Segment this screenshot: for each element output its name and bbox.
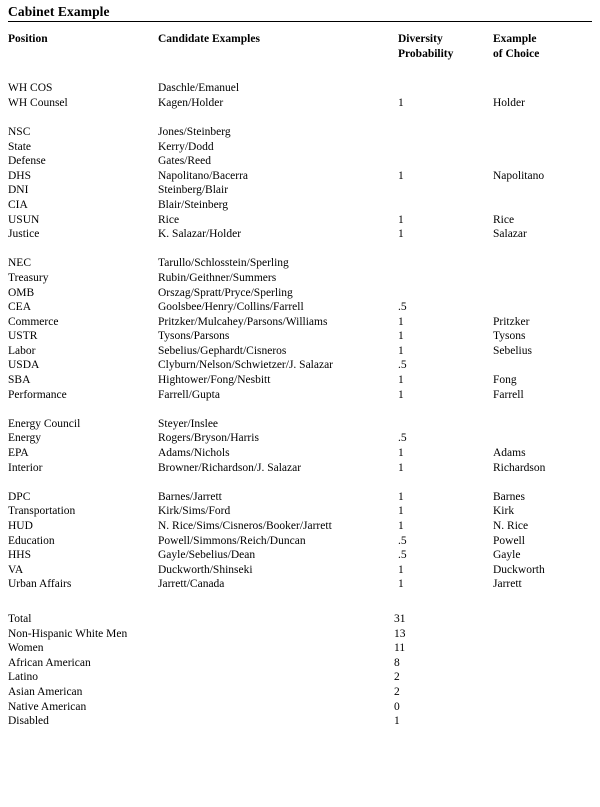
- cell-position: Interior: [8, 461, 43, 474]
- totals-row: [8, 641, 592, 656]
- cell-candidates: Pritzker/Mulcahey/Parsons/Williams: [158, 315, 328, 328]
- totals-label: African American: [8, 656, 91, 669]
- header-choice: [493, 32, 593, 61]
- table-header: [8, 32, 593, 61]
- cell-candidates: Steyer/Inslee: [158, 417, 219, 430]
- header-choice-line1: Example: [493, 33, 537, 45]
- cell-choice: Fong: [493, 374, 517, 387]
- cell-choice: Pritzker: [493, 315, 530, 328]
- cell-position: HUD: [8, 520, 33, 532]
- cell-choice: Duckworth: [493, 563, 545, 576]
- cell-probability: 1: [398, 505, 404, 518]
- cell-probability: .5: [398, 549, 407, 562]
- cell-choice: [493, 417, 593, 432]
- cell-candidates: Rubin/Geithner/Summers: [158, 271, 277, 284]
- cell-probability: [398, 256, 493, 271]
- totals-label: Women: [8, 642, 44, 655]
- table-row: [8, 563, 593, 578]
- cell-candidates: N. Rice/Sims/Cisneros/Booker/Jarrett: [158, 520, 332, 532]
- spacer-cell: [8, 592, 593, 612]
- cell-position: Justice: [8, 228, 40, 241]
- cell-position: Performance: [8, 388, 67, 401]
- cell-probability: 1: [398, 213, 404, 226]
- cell-probability: [398, 140, 493, 155]
- cell-probability: [398, 183, 493, 198]
- cell-probability: 1: [398, 490, 404, 503]
- table-row: [8, 300, 593, 315]
- cell-candidates: Tysons/Parsons: [158, 330, 230, 343]
- cell-choice: [493, 154, 593, 169]
- cell-probability: 1: [398, 315, 404, 328]
- totals-label: Latino: [8, 671, 39, 684]
- table-row: [8, 256, 593, 271]
- cell-choice: Tysons: [493, 330, 526, 343]
- totals-value: 11: [394, 642, 406, 655]
- cell-position: Labor: [8, 344, 36, 357]
- table-row: [8, 286, 593, 301]
- cell-choice: Salazar: [493, 228, 527, 241]
- table-row: [8, 358, 593, 373]
- header-row: [8, 32, 593, 61]
- totals-row: [8, 627, 592, 642]
- cell-candidates: Sebelius/Gephardt/Cisneros: [158, 344, 287, 357]
- cell-probability: 1: [398, 96, 404, 109]
- spacer-cell: [8, 61, 593, 81]
- totals-value: 8: [394, 656, 400, 669]
- cell-probability: [398, 125, 493, 140]
- cell-position: WH COS: [8, 82, 53, 95]
- cell-choice: Kirk: [493, 505, 515, 518]
- cell-candidates: Browner/Richardson/J. Salazar: [158, 461, 302, 474]
- cell-position: Treasury: [8, 271, 49, 284]
- cell-position: USUN: [8, 213, 40, 226]
- group-spacer: [8, 110, 593, 125]
- cell-choice: [493, 256, 593, 271]
- cell-choice: Farrell: [493, 388, 524, 401]
- cell-position: Urban Affairs: [8, 578, 72, 591]
- cell-candidates: Rice: [158, 213, 180, 226]
- table-row: [8, 183, 593, 198]
- cell-position: Defense: [8, 155, 46, 168]
- cell-choice: [493, 431, 593, 446]
- cell-position: Transportation: [8, 505, 76, 518]
- totals-value: 2: [394, 671, 400, 684]
- totals-row: [8, 685, 592, 700]
- cell-probability: [398, 417, 493, 432]
- table-row: [8, 140, 593, 155]
- totals-label: Total: [8, 612, 32, 625]
- table-row: [8, 329, 593, 344]
- cell-probability: [398, 271, 493, 286]
- table-row: [8, 373, 593, 388]
- header-probability: [398, 32, 493, 61]
- header-candidates: Candidate Examples: [158, 33, 260, 45]
- cell-position: NEC: [8, 257, 31, 270]
- table-row: [8, 344, 593, 359]
- cell-candidates: Jarrett/Canada: [158, 578, 225, 591]
- cell-position: SBA: [8, 374, 31, 387]
- cell-choice: Powell: [493, 534, 525, 547]
- cell-probability: .5: [398, 359, 407, 372]
- cell-choice: N. Rice: [493, 520, 529, 532]
- cell-probability: [398, 198, 493, 213]
- header-probability-line1: Diversity: [398, 33, 443, 45]
- table-row: [8, 534, 593, 549]
- header-position: Position: [8, 33, 48, 45]
- cell-choice: [493, 140, 593, 155]
- cell-candidates: Kagen/Holder: [158, 96, 224, 109]
- cell-choice: [493, 198, 593, 213]
- table-row: [8, 519, 593, 534]
- spacer-cell: [8, 475, 593, 490]
- cell-position: CIA: [8, 198, 28, 211]
- cell-probability: .5: [398, 534, 407, 547]
- cell-candidates: Goolsbee/Henry/Collins/Farrell: [158, 301, 304, 314]
- cell-choice: Richardson: [493, 461, 546, 474]
- cell-probability: 1: [398, 228, 404, 241]
- table-row: [8, 96, 593, 111]
- totals-value: 31: [394, 612, 406, 625]
- cell-candidates: K. Salazar/Holder: [158, 228, 242, 241]
- cell-position: CEA: [8, 301, 31, 314]
- cell-candidates: Rogers/Bryson/Harris: [158, 432, 259, 445]
- totals-value: 13: [394, 627, 406, 640]
- cell-candidates: Steinberg/Blair: [158, 184, 229, 197]
- group-spacer: [8, 475, 593, 490]
- table-row: [8, 169, 593, 184]
- cell-probability: 1: [398, 344, 404, 357]
- header-choice-line2: of Choice: [493, 47, 540, 60]
- cell-choice: [493, 271, 593, 286]
- cell-candidates: Gayle/Sebelius/Dean: [158, 549, 256, 562]
- cell-probability: 1: [398, 520, 404, 532]
- totals-row: [8, 612, 592, 627]
- cell-choice: Barnes: [493, 490, 525, 503]
- totals-label: Asian American: [8, 685, 83, 698]
- cell-choice: [493, 125, 593, 140]
- cell-position: USTR: [8, 330, 38, 343]
- cell-position: NSC: [8, 125, 31, 138]
- table-row: [8, 490, 593, 505]
- cell-candidates: Orszag/Spratt/Pryce/Sperling: [158, 286, 293, 299]
- cell-probability: .5: [398, 301, 407, 314]
- header-probability-line2: Probability: [398, 47, 454, 60]
- cell-position: OMB: [8, 286, 35, 299]
- totals-value: 2: [394, 685, 400, 698]
- title-divider: [8, 21, 592, 22]
- cell-probability: 1: [398, 330, 404, 343]
- cell-candidates: Barnes/Jarrett: [158, 490, 222, 503]
- cell-probability: 1: [398, 461, 404, 474]
- cell-choice: [493, 81, 593, 96]
- cell-choice: [493, 183, 593, 198]
- cell-candidates: Jones/Steinberg: [158, 125, 231, 138]
- group-spacer: [8, 242, 593, 257]
- cell-choice: [493, 286, 593, 301]
- cell-candidates: Powell/Simmons/Reich/Duncan: [158, 534, 306, 547]
- table-row: [8, 315, 593, 330]
- totals-row: [8, 714, 592, 729]
- cell-candidates: Napolitano/Bacerra: [158, 169, 249, 182]
- cell-probability: [398, 154, 493, 169]
- cell-position: Commerce: [8, 315, 59, 328]
- cell-candidates: Gates/Reed: [158, 155, 212, 168]
- cell-probability: 1: [398, 563, 404, 576]
- totals-gap: [8, 592, 593, 612]
- cell-choice: Gayle: [493, 549, 521, 562]
- cell-candidates: Blair/Steinberg: [158, 198, 229, 211]
- cell-probability: [398, 286, 493, 301]
- totals-table: [8, 612, 592, 729]
- table-row: [8, 431, 593, 446]
- totals-label: Disabled: [8, 715, 49, 728]
- cell-choice: Holder: [493, 96, 525, 109]
- table-row: [8, 461, 593, 476]
- totals-label: Native American: [8, 700, 87, 713]
- table-row: [8, 548, 593, 563]
- cell-choice: [493, 300, 593, 315]
- cell-position: Energy Council: [8, 417, 81, 430]
- cell-probability: 1: [398, 374, 404, 387]
- cell-candidates: Adams/Nichols: [158, 447, 230, 460]
- cell-choice: Jarrett: [493, 578, 522, 591]
- group-spacer: [8, 402, 593, 417]
- table-row: [8, 154, 593, 169]
- cell-choice: [493, 358, 593, 373]
- cell-candidates: Tarullo/Schlosstein/Sperling: [158, 257, 289, 270]
- cell-choice: Adams: [493, 447, 526, 460]
- totals-label: Non-Hispanic White Men: [8, 627, 128, 640]
- cell-position: WH Counsel: [8, 96, 68, 109]
- table-row: [8, 446, 593, 461]
- cell-position: DHS: [8, 169, 32, 182]
- cell-position: USDA: [8, 359, 40, 372]
- spacer-cell: [8, 110, 593, 125]
- header-gap: [8, 61, 593, 81]
- table-row: [8, 577, 593, 592]
- page-title: Cabinet Example: [8, 4, 110, 19]
- cell-position: Energy: [8, 432, 42, 445]
- table-row: [8, 125, 593, 140]
- table-row: [8, 198, 593, 213]
- totals-row: [8, 670, 592, 685]
- cell-position: State: [8, 140, 31, 153]
- cell-choice: Rice: [493, 213, 515, 226]
- cell-position: HHS: [8, 549, 32, 562]
- cell-probability: 1: [398, 578, 404, 591]
- cell-position: DPC: [8, 490, 31, 503]
- cell-probability: .5: [398, 432, 407, 445]
- table-row: [8, 213, 593, 228]
- cell-position: EPA: [8, 447, 29, 460]
- totals-value: 1: [394, 715, 400, 728]
- cell-position: VA: [8, 563, 24, 576]
- totals-row: [8, 700, 592, 715]
- totals-body: [8, 612, 592, 729]
- cell-position: DNI: [8, 184, 29, 197]
- spacer-cell: [8, 242, 593, 257]
- table-row: [8, 504, 593, 519]
- table-row: [8, 81, 593, 96]
- cell-position: Education: [8, 534, 55, 547]
- cabinet-table: [8, 32, 593, 612]
- table-body: [8, 61, 593, 612]
- table-row: [8, 388, 593, 403]
- table-row: [8, 227, 593, 242]
- totals-row: [8, 656, 592, 671]
- table-row: [8, 417, 593, 432]
- cell-probability: [398, 81, 493, 96]
- cell-candidates: Kirk/Sims/Ford: [158, 505, 231, 518]
- totals-value: 0: [394, 700, 400, 713]
- cell-candidates: Daschle/Emanuel: [158, 82, 240, 95]
- cell-candidates: Hightower/Fong/Nesbitt: [158, 374, 271, 387]
- cell-candidates: Duckworth/Shinseki: [158, 563, 253, 576]
- cell-candidates: Kerry/Dodd: [158, 140, 214, 153]
- cell-probability: 1: [398, 169, 404, 182]
- cell-candidates: Clyburn/Nelson/Schwietzer/J. Salazar: [158, 359, 334, 372]
- cell-probability: 1: [398, 388, 404, 401]
- cell-choice: Napolitano: [493, 169, 545, 182]
- cell-probability: 1: [398, 447, 404, 460]
- table-row: [8, 271, 593, 286]
- spacer-cell: [8, 402, 593, 417]
- cell-choice: Sebelius: [493, 344, 532, 357]
- cell-candidates: Farrell/Gupta: [158, 388, 220, 401]
